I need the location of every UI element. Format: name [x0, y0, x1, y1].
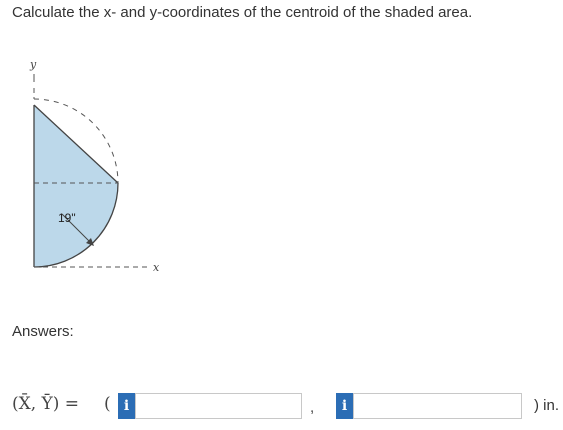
x-info-icon[interactable]: i: [118, 393, 135, 419]
radius-label: 19": [58, 211, 76, 225]
shaded-area: [34, 105, 118, 267]
y-centroid-input[interactable]: [353, 393, 522, 419]
centroid-figure: [22, 52, 182, 292]
question-text: Calculate the x- and y-coordinates of the centroid of the shaded area.: [12, 4, 473, 21]
answers-label: Answers:: [12, 323, 74, 340]
x-centroid-input[interactable]: [135, 393, 302, 419]
centroid-coord-label: (X̄, Ȳ) =: [12, 394, 80, 414]
comma-separator: ,: [310, 399, 315, 416]
y-axis-label: y: [30, 58, 37, 71]
x-axis-label: x: [153, 261, 160, 274]
answer-row: [12, 391, 563, 421]
open-paren: (: [104, 394, 111, 414]
y-info-icon[interactable]: i: [336, 393, 353, 419]
unit-label: ) in.: [534, 397, 560, 414]
